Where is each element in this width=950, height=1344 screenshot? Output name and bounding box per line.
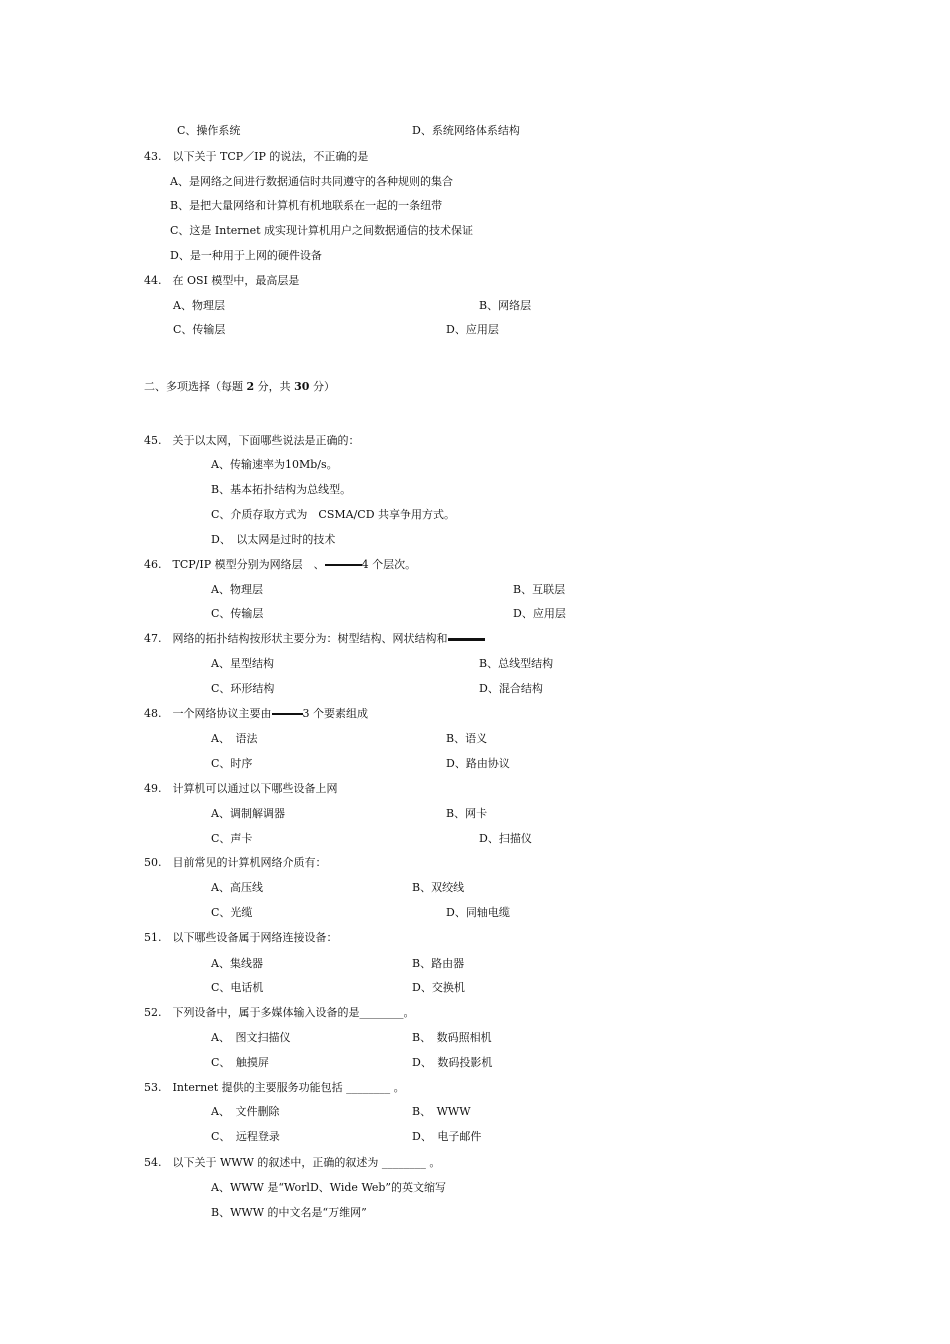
q51-option-a: A、集线器 (211, 957, 263, 970)
answer-blank (448, 638, 485, 641)
q43-option-a: A、是网络之间进行数据通信时共同遵守的各种规则的集合 (170, 175, 453, 188)
q52-option-d: D、 数码投影机 (412, 1056, 493, 1069)
q51-option-b: B、路由器 (412, 957, 465, 970)
q46-option-d: D、应用层 (513, 607, 566, 620)
q43-option-b: B、是把大量网络和计算机有机地联系在一起的一条纽带 (170, 199, 443, 212)
answer-blank (272, 713, 303, 715)
q43-option-d: D、是一种用于上网的硬件设备 (170, 249, 322, 262)
q42-option-c: C、操作系统 (177, 124, 241, 137)
q42-option-d: D、系统网络体系结构 (412, 124, 520, 137)
answer-blank (325, 564, 362, 566)
q50-option-c: C、光缆 (211, 906, 253, 919)
q45-stem: 45. 关于以太网，下面哪些说法是正确的： (144, 434, 360, 447)
q47-stem: 47. 网络的拓扑结构按形状主要分为：树型结构、网状结构和 (144, 632, 485, 646)
section-heading: 二、多项选择（每题 2 分，共 30 分） (144, 380, 335, 393)
q45-option-a: A、传输速率为10Mb/s。 (211, 458, 338, 471)
q46-option-c: C、传输层 (211, 607, 264, 620)
q53-stem: 53. Internet 提供的主要服务功能包括 ________ 。 (144, 1081, 405, 1094)
q54-option-a: A、WWW 是“WorlD、Wide Web”的英文缩写 (211, 1181, 447, 1194)
q53-option-b: B、 WWW (412, 1105, 471, 1118)
q51-option-d: D、交换机 (412, 981, 465, 994)
q47-option-a: A、星型结构 (211, 657, 274, 670)
q52-option-a: A、 图文扫描仪 (211, 1031, 291, 1044)
q49-option-c: C、声卡 (211, 832, 253, 845)
q44-option-b: B、网络层 (479, 299, 532, 312)
q50-option-b: B、双绞线 (412, 881, 465, 894)
q48-option-a: A、 语法 (211, 732, 258, 745)
q44-option-d: D、应用层 (446, 323, 499, 336)
q54-stem: 54. 以下关于 WWW 的叙述中，正确的叙述为 ________ 。 (144, 1156, 441, 1169)
q52-stem: 52. 下列设备中，属于多媒体输入设备的是________。 (144, 1006, 415, 1019)
q44-stem: 44. 在 OSI 模型中，最高层是 (144, 274, 300, 287)
q50-option-d: D、同轴电缆 (446, 906, 510, 919)
q52-option-c: C、 触摸屏 (211, 1056, 269, 1069)
q47-option-d: D、混合结构 (479, 682, 543, 695)
q52-option-b: B、 数码照相机 (412, 1031, 492, 1044)
q47-option-c: C、环形结构 (211, 682, 275, 695)
q49-option-a: A、调制解调器 (211, 807, 285, 820)
q50-option-a: A、高压线 (211, 881, 263, 894)
q46-option-a: A、物理层 (211, 583, 263, 596)
q48-option-d: D、路由协议 (446, 757, 510, 770)
q49-option-b: B、网卡 (446, 807, 488, 820)
q51-option-c: C、电话机 (211, 981, 264, 994)
q46-option-b: B、互联层 (513, 583, 566, 596)
q44-option-c: C、传输层 (173, 323, 226, 336)
q45-option-d: D、 以太网是过时的技术 (211, 533, 336, 546)
q53-option-d: D、 电子邮件 (412, 1130, 482, 1143)
q48-option-c: C、时序 (211, 757, 253, 770)
q53-option-a: A、 文件删除 (211, 1105, 280, 1118)
q51-stem: 51. 以下哪些设备属于网络连接设备： (144, 931, 338, 944)
q48-option-b: B、语义 (446, 732, 488, 745)
q43-stem: 43. 以下关于 TCP／IP 的说法，不正确的是 (144, 150, 369, 163)
q47-option-b: B、总线型结构 (479, 657, 554, 670)
q49-stem: 49. 计算机可以通过以下哪些设备上网 (144, 782, 338, 795)
q49-option-d: D、扫描仪 (479, 832, 532, 845)
q45-option-b: B、基本拓扑结构为总线型。 (211, 483, 352, 496)
q54-option-b: B、WWW 的中文名是“万维网” (211, 1206, 367, 1219)
q48-stem: 48. 一个网络协议主要由 3 个要素组成 (144, 707, 368, 720)
q44-option-a: A、物理层 (173, 299, 225, 312)
q43-option-c: C、这是 Internet 成实现计算机用户之间数据通信的技术保证 (170, 224, 474, 237)
q46-stem: 46. TCP/IP 模型分别为网络层 、 4 个层次。 (144, 558, 417, 571)
q50-stem: 50. 目前常见的计算机网络介质有： (144, 856, 327, 869)
q45-option-c: C、介质存取方式为 CSMA/CD 共享争用方式。 (211, 508, 456, 521)
q53-option-c: C、 远程登录 (211, 1130, 280, 1143)
